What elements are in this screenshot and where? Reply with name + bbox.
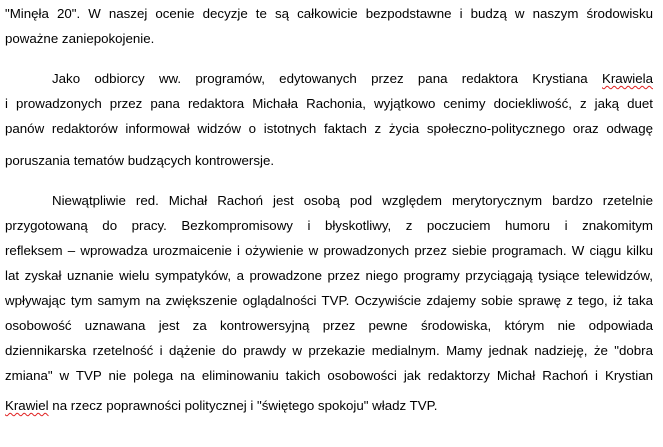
- spelling-flagged-word[interactable]: Krawiela: [602, 71, 653, 86]
- paragraph-2-line-1-text: Jako odbiorcy ww. programów, edytowanych przez pana redaktora Krystiana: [52, 71, 602, 86]
- paragraph-3-line-5: wpływając tym samym na zwiększenie oglądalności TVP. Oczywiście zdajemy sobie sprawę z tego, iż taka: [5, 293, 653, 308]
- paragraph-2-line-1: [52, 71, 653, 87]
- paragraph-3-line-9-text: na rzecz poprawności politycznej i "świętego spokoju" władz TVP.: [48, 398, 438, 413]
- paragraph-3-line-1: Niewątpliwie red. Michał Rachoń jest osobą pod względem merytorycznym bardzo rzetelnie: [52, 193, 653, 208]
- paragraph-3-line-8: zmiana" w TVP nie polega na eliminowaniu takich osobowości jak redaktorzy Michał Rachoń i Krystian: [5, 368, 653, 383]
- paragraph-1-line-2: poważne zaniepokojenie.: [5, 31, 155, 46]
- paragraph-3-line-4: lat zyskał uznanie wielu sympatyków, a prowadzone przez niego programy przyciągają tysiące telewidzów,: [5, 268, 653, 283]
- paragraph-2-line-4: poruszania tematów budzących kontrowersje.: [5, 153, 275, 168]
- paragraph-2-line-3: panów redaktorów informował widzów o istotnych faktach z życia społeczno-politycznego oraz odwagę: [5, 121, 653, 136]
- paragraph-3-line-7: dziennikarska rzetelność i dążenie do prawdy w przekazie medialnym. Mamy jednak nadzieję, że "dobra: [5, 343, 653, 358]
- paragraph-2-line-2: i prowadzonych przez pana redaktora Michała Rachonia, wyjątkowo cenimy dociekliwość, z jaką duet: [5, 96, 653, 111]
- paragraph-1-line-1: "Minęła 20". W naszej ocenie decyzje te są całkowicie bezpodstawne i budzą w naszym środowisku: [5, 6, 653, 21]
- spelling-flagged-word[interactable]: Krawiel: [5, 398, 49, 413]
- paragraph-3-line-6: osobowość uznawana jest za kontrowersyjną przez pewne środowiska, którym nie odpowiada: [5, 318, 653, 333]
- paragraph-3-line-9: [5, 398, 653, 414]
- paragraph-3-line-3: refleksem – wprowadza urozmaicenie i ożywienie w prowadzonych przez siebie programach. W ciągu kilku: [5, 243, 653, 258]
- paragraph-3-line-2: przygotowaną do pracy. Bezkompromisowy i błyskotliwy, z poczuciem humoru i znakomitym: [5, 218, 653, 233]
